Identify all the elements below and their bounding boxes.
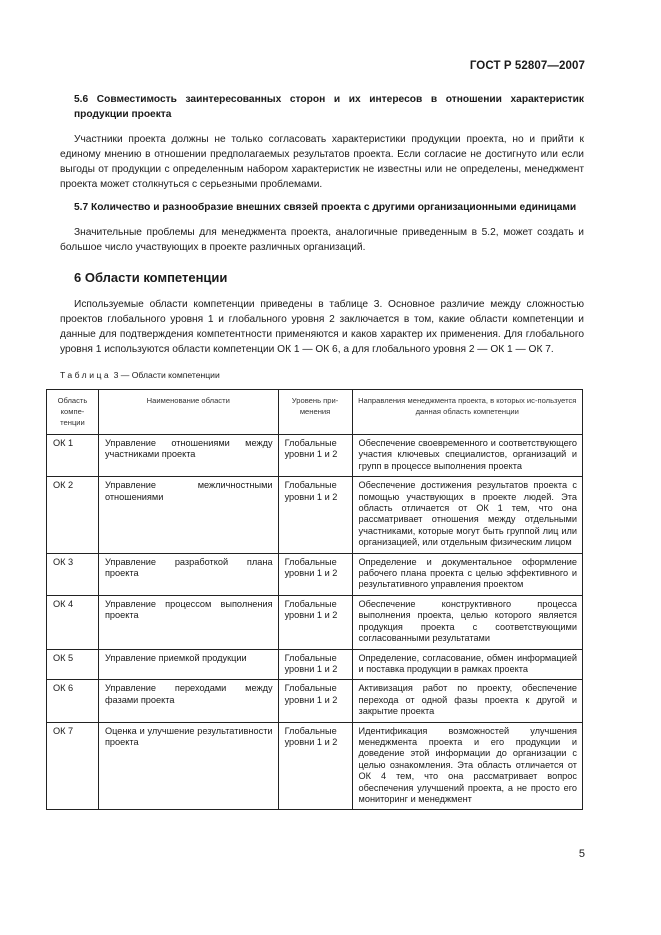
cell-level: Глобальные уровни 1 и 2 [278, 649, 352, 680]
table-row [47, 722, 583, 810]
section-6-title: 6 Области компетенции [74, 270, 228, 285]
cell-level: Глобальные уровни 1 и 2 [278, 680, 352, 722]
page-number: 5 [578, 848, 585, 860]
header-area: Область компе-тенции [47, 390, 99, 435]
table-row [47, 649, 583, 680]
table-caption-title: 3 — Области компетенции [113, 370, 220, 380]
cell-code: ОК 7 [47, 722, 99, 810]
cell-name: Управление межличностными отношениями [98, 477, 278, 553]
section-5-6-text: Участники проекта должны не только согласовать характеристики продукции проекта, но и прийти к единому мнению в отношении предполагаемых результатов проекта. Если согласие не достигнуто или если выгоды от продукции с определенным набором характеристик не известны или не определены, менеджмент проекта может столкнуться с серьезными проблемами. [60, 134, 584, 190]
cell-level: Глобальные уровни 1 и 2 [278, 553, 352, 595]
header-level: Уровень при-менения [278, 390, 352, 435]
cell-description: Определение и документальное оформление рабочего плана проекта с целью эффективного и результативного управления проектом [352, 553, 582, 595]
cell-code: ОК 4 [47, 595, 99, 649]
cell-code: ОК 3 [47, 553, 99, 595]
table-row [47, 595, 583, 649]
table-row [47, 435, 583, 477]
cell-code: ОК 6 [47, 680, 99, 722]
cell-description: Идентификация возможностей улучшения менеджмента проекта и его продукции и доведение этой информации до организации с целью ознакомления. Эта область отличается от ОК 4 тем, что она рассматривает вопрос обеспечения улучшений проекта, а не просто его мониторинг и менеджмент [352, 722, 582, 810]
table-row [47, 680, 583, 722]
header-name: Наименование области [98, 390, 278, 435]
cell-name: Управление процессом выполнения проекта [98, 595, 278, 649]
cell-level: Глобальные уровни 1 и 2 [278, 435, 352, 477]
section-5-6-title: 5.6 Совместимость заинтересованных сторон и их интересов в отношении характеристик продукции проекта [74, 94, 584, 120]
table-caption [60, 369, 584, 381]
cell-description: Обеспечение своевременного и соответствующего участия ключевых специалистов, организаций и групп в процессе выполнения проекта [352, 435, 582, 477]
competence-table [46, 389, 583, 810]
section-5-7-text: Значительные проблемы для менеджмента проекта, аналогичные приведенным в 5.2, может создать и большое число участвующих в проекте различных организаций. [60, 227, 584, 253]
page-content [53, 92, 584, 810]
cell-description: Обеспечение конструктивного процесса выполнения проекта, целью которого является продукция проекта с соответствующими согласованными результатами [352, 595, 582, 649]
cell-level: Глобальные уровни 1 и 2 [278, 722, 352, 810]
cell-name: Оценка и улучшение результативности проекта [98, 722, 278, 810]
table-header-row [47, 390, 583, 435]
cell-name: Управление отношениями между участниками проекта [98, 435, 278, 477]
cell-name: Управление переходами между фазами проекта [98, 680, 278, 722]
cell-name: Управление разработкой плана проекта [98, 553, 278, 595]
cell-code: ОК 2 [47, 477, 99, 553]
document-header: ГОСТ Р 52807—2007 [469, 60, 585, 72]
section-6-text: Используемые области компетенции приведены в таблице 3. Основное различие между сложностью проектов глобального уровня 1 и глобального уровня 2 заключается в том, какие области компетенции и данные для подтверждения компетентности применяются и каков характер их применения. Для глобального уровня 1 используются области компетенции ОК 1 — ОК 6, а для глобального уровня 2 — ОК 1 — ОК 7. [60, 299, 584, 355]
cell-level: Глобальные уровни 1 и 2 [278, 595, 352, 649]
section-5-7-title: 5.7 Количество и разнообразие внешних связей проекта с другими организационными единицами [74, 202, 577, 213]
table-caption-label: Таблица [60, 370, 112, 380]
cell-description: Обеспечение достижения результатов проекта с помощью участвующих в проекте людей. Эта область отличается от ОК 1 тем, что она рассматривает отношения между отдельными участниками, которые могут быть группой лиц или организацией, или отдельным физическим лицом [352, 477, 582, 553]
cell-description: Определение, согласование, обмен информацией и поставка продукции в рамках проекта [352, 649, 582, 680]
table-row [47, 477, 583, 553]
cell-code: ОК 5 [47, 649, 99, 680]
cell-name: Управление приемкой продукции [98, 649, 278, 680]
cell-description: Активизация работ по проекту, обеспечение перехода от одной фазы проекта к другой и закрытие проекта [352, 680, 582, 722]
header-directions: Направления менеджмента проекта, в которых ис-пользуется данная область компетенции [352, 390, 582, 435]
table-row [47, 553, 583, 595]
cell-code: ОК 1 [47, 435, 99, 477]
cell-level: Глобальные уровни 1 и 2 [278, 477, 352, 553]
